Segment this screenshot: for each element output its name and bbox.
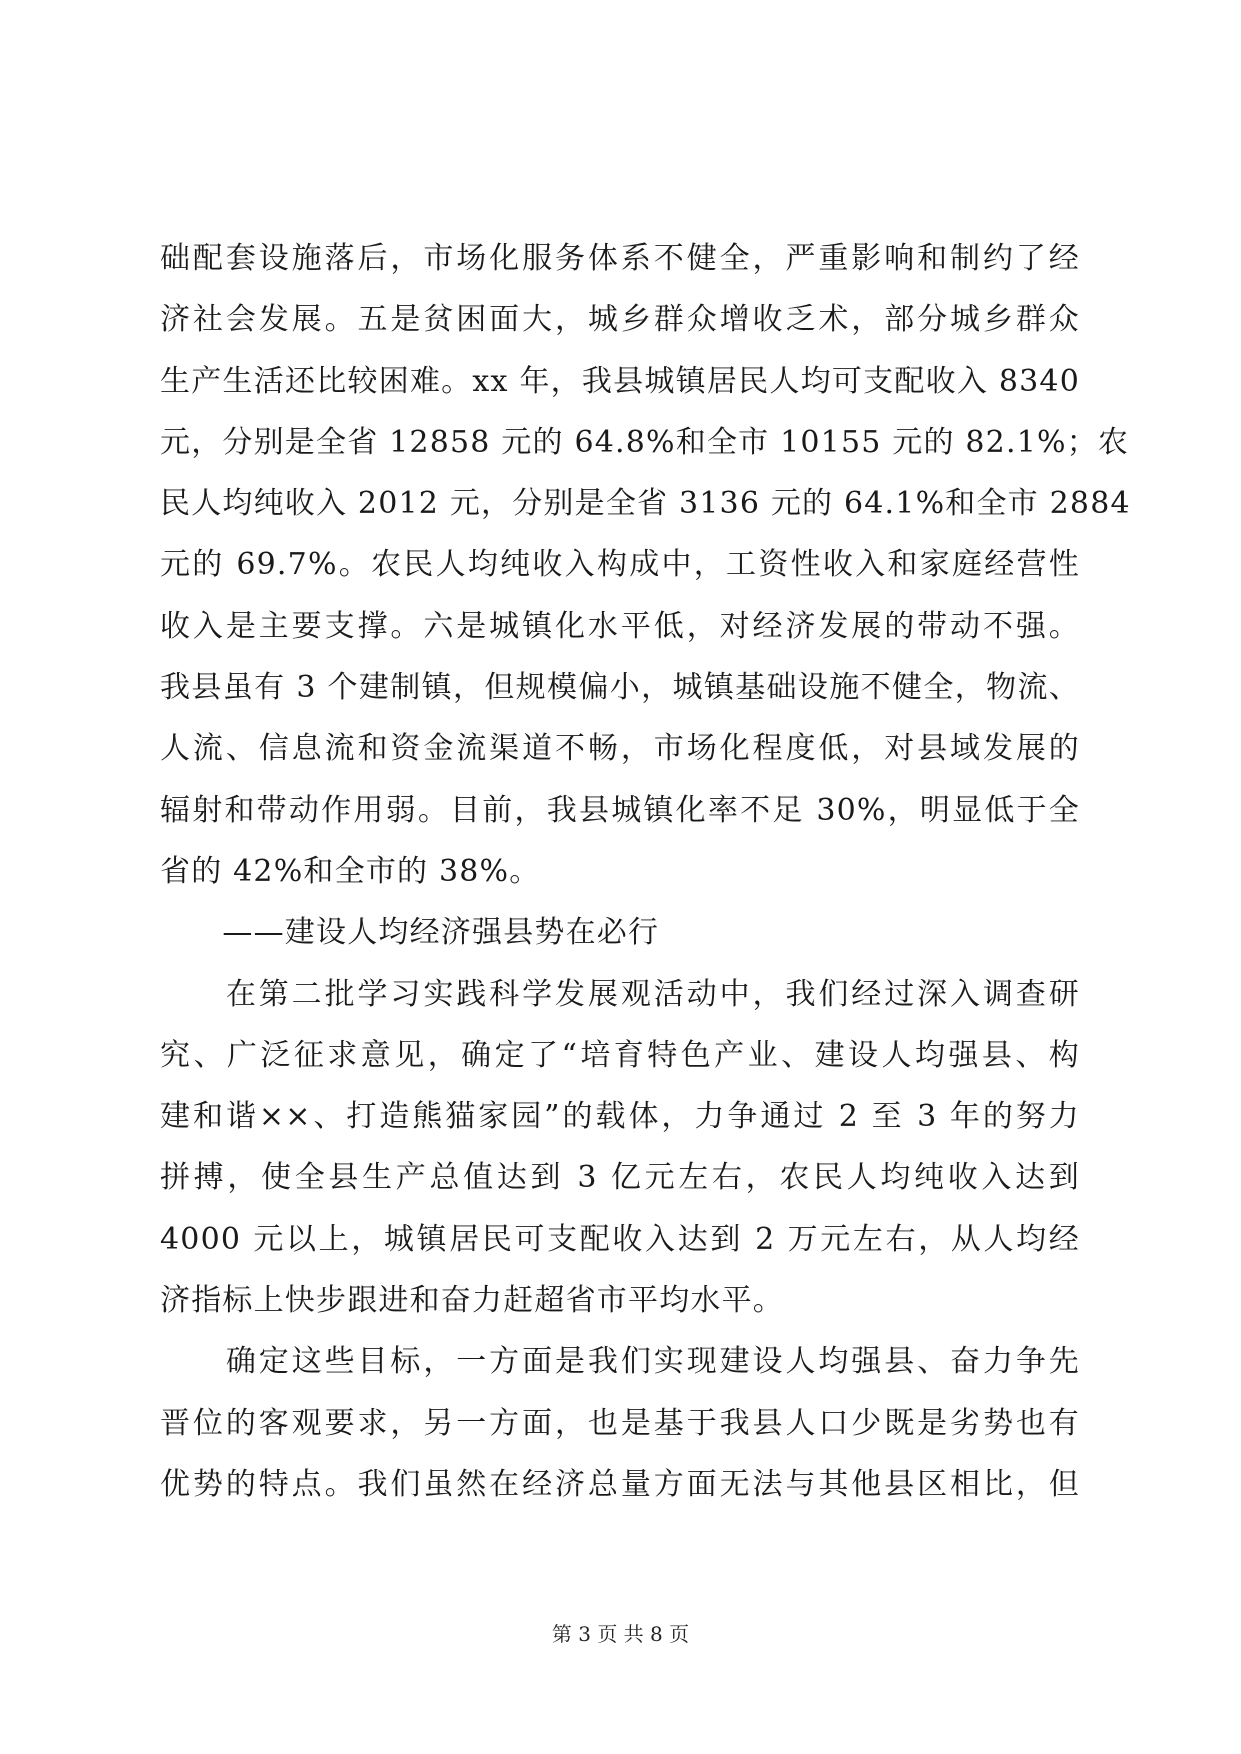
text-line: 辐射和带动作用弱。目前，我县城镇化率不足 30%，明显低于全 [160, 792, 1080, 828]
text-line: ——建设人均经济强县势在必行 [160, 915, 660, 951]
text-line: 收入是主要支撑。六是城镇化水平低，对经济发展的带动不强。 [160, 608, 1080, 644]
text-line: 济指标上快步跟进和奋力赶超省市平均水平。 [160, 1283, 784, 1319]
text-line: 济社会发展。五是贫困面大，城乡群众增收乏术，部分城乡群众 [160, 302, 1080, 338]
page-footer: 第 3 页 共 8 页 [551, 1622, 690, 1646]
text-line: 元，分别是全省 12858 元的 64.8%和全市 10155 元的 82.1%；农 [160, 424, 1130, 460]
text-line: 础配套设施落后，市场化服务体系不健全，严重影响和制约了经 [160, 241, 1080, 276]
text-line: 究、广泛征求意见，确定了“培育特色产业、建设人均强县、构 [160, 1037, 1080, 1073]
text-line: 我县虽有 3 个建制镇，但规模偏小，城镇基础设施不健全，物流、 [160, 670, 1080, 706]
text-line: 晋位的客观要求，另一方面，也是基于我县人口少既是劣势也有 [160, 1405, 1080, 1441]
text-line: 建和谐××、打造熊猫家园”的载体，力争通过 2 至 3 年的努力 [160, 1099, 1080, 1135]
text-line: 4000 元以上，城镇居民可支配收入达到 2 万元左右，从人均经 [160, 1221, 1080, 1257]
body-text [160, 228, 1131, 1515]
text-line: 人流、信息流和资金流渠道不畅，市场化程度低，对县域发展的 [160, 731, 1080, 767]
text-line: 在第二批学习实践科学发展观活动中，我们经过深入调查研 [160, 976, 1080, 1012]
text-line: 确定这些目标，一方面是我们实现建设人均强县、奋力争先 [160, 1344, 1080, 1380]
text-line: 民人均纯收入 2012 元，分别是全省 3136 元的 64.1%和全市 2884 [160, 486, 1131, 522]
text-line: 生产生活还比较困难。xx 年，我县城镇居民人均可支配收入 8340 [160, 363, 1080, 399]
text-line: 省的 42%和全市的 38%。 [160, 853, 541, 889]
text-line: 拼搏，使全县生产总值达到 3 亿元左右，农民人均纯收入达到 [160, 1160, 1080, 1196]
text-line: 优势的特点。我们虽然在经济总量方面无法与其他县区相比，但 [160, 1466, 1080, 1502]
text-line: 元的 69.7%。农民人均纯收入构成中，工资性收入和家庭经营性 [160, 547, 1080, 583]
